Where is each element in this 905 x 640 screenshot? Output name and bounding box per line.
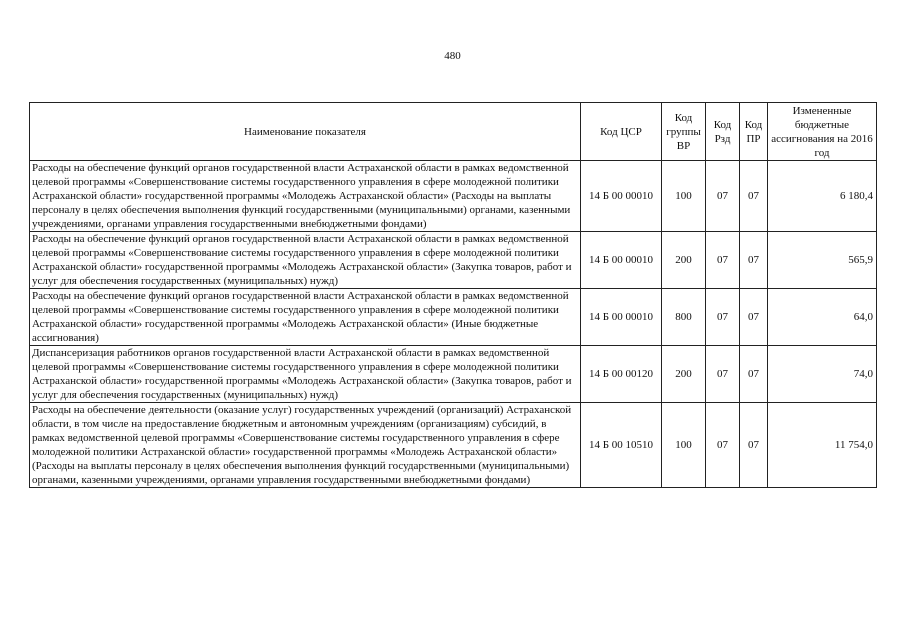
row-pr: 07 [740,232,768,289]
row-name: Расходы на обеспечение функций органов государственной власти Астраханской области в рамках ведомственной целевой программы «Совершенствование системы государственного управления в сфере молодежной политики Астраханской области» государственной программы «Молодежь Астраханской области» (Закупка товаров, работ и услуг для обеспечения государственных (муниципальных) нужд) [30,232,581,289]
row-rzd: 07 [706,161,740,232]
row-name: Расходы на обеспечение функций органов государственной власти Астраханской области в рамках ведомственной целевой программы «Совершенствование системы государственного управления в сфере молодежной политики Астраханской области» государственной программы «Молодежь Астраханской области» (Иные бюджетные ассигнования) [30,289,581,346]
row-name: Расходы на обеспечение деятельности (оказание услуг) государственных учреждений (организаций) Астраханской области, в том числе на предоставление бюджетным и автономным учреждениям (организациям) субсидий, в рамках ведомственной целевой программы «Совершенствование системы государственного управления в сфере молодежной политики Астраханской области» государственной программы «Молодежь Астраханской области» (Расходы на выплаты персоналу в целях обеспечения выполнения функций государственными (муниципальными) органами, казенными учреждениями, органами управления государственными внебюджетными фондами) [30,403,581,488]
table-row [30,161,877,232]
row-amount: 565,9 [768,232,877,289]
header-amount: Измененные бюджетные ассигнования на 2016 год [768,103,877,161]
table-header-row [30,103,877,161]
row-name: Расходы на обеспечение функций органов государственной власти Астраханской области в рамках ведомственной целевой программы «Совершенствование системы государственного управления в сфере молодежной политики Астраханской области» государственной программы «Молодежь Астраханской области» (Расходы на выплаты персоналу в целях обеспечения выполнения функций государственными (муниципальными) органами, казенными учреждениями, органами управления государственными внебюджетными фондами) [30,161,581,232]
row-csr: 14 Б 00 00010 [581,161,662,232]
row-csr: 14 Б 00 00010 [581,232,662,289]
header-csr: Код ЦСР [581,103,662,161]
row-vr: 200 [662,346,706,403]
row-vr: 800 [662,289,706,346]
row-pr: 07 [740,403,768,488]
header-name: Наименование показателя [30,103,581,161]
table-row [30,289,877,346]
row-pr: 07 [740,289,768,346]
row-amount: 64,0 [768,289,877,346]
row-vr: 100 [662,403,706,488]
page-number: 480 [444,50,461,62]
table-row [30,232,877,289]
row-rzd: 07 [706,403,740,488]
row-pr: 07 [740,161,768,232]
row-rzd: 07 [706,346,740,403]
header-pr: Код ПР [740,103,768,161]
row-amount: 11 754,0 [768,403,877,488]
table-row [30,346,877,403]
row-csr: 14 Б 00 00120 [581,346,662,403]
row-vr: 100 [662,161,706,232]
row-rzd: 07 [706,289,740,346]
budget-table [29,102,877,488]
row-csr: 14 Б 00 00010 [581,289,662,346]
row-amount: 74,0 [768,346,877,403]
row-name: Диспансеризация работников органов государственной власти Астраханской области в рамках ведомственной целевой программы «Совершенствование системы государственного управления в сфере молодежной политики Астраханской области» государственной программы «Молодежь Астраханской области» (Закупка товаров, работ и услуг для обеспечения государственных (муниципальных) нужд) [30,346,581,403]
header-vr: Код группы ВР [662,103,706,161]
row-vr: 200 [662,232,706,289]
row-rzd: 07 [706,232,740,289]
table-row [30,403,877,488]
row-pr: 07 [740,346,768,403]
header-rzd: Код Рзд [706,103,740,161]
row-csr: 14 Б 00 10510 [581,403,662,488]
row-amount: 6 180,4 [768,161,877,232]
